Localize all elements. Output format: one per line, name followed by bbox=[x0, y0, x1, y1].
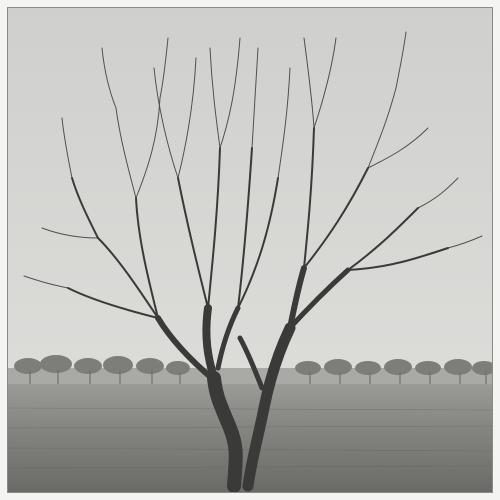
photograph bbox=[7, 7, 493, 493]
photo-canvas bbox=[8, 8, 492, 492]
sky bbox=[8, 8, 492, 380]
